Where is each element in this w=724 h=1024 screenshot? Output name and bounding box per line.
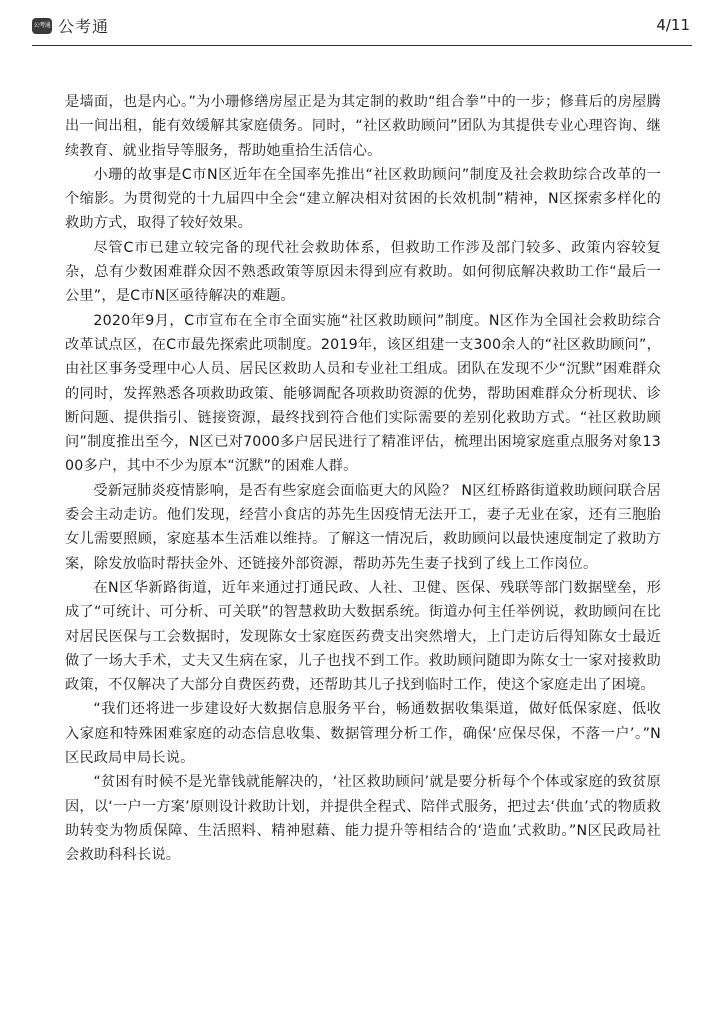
paragraph-2: 小珊的故事是C市N区近年在全国率先推出“社区救助顾问”制度及社会救助综合改革的一个缩影。为贯彻党的十九届四中全会“建立解决相对贫困的长效机制”精神，N区探索多样化的救助方式，取得了较好效果。: [65, 166, 661, 232]
logo-text: 公考通: [58, 17, 110, 36]
logo: [32, 14, 109, 37]
paragraph-7: “我们还将进一步建设好大数据信息服务平台，畅通数据收集渠道，做好低保家庭、低收入家庭和特殊困难家庭的动态信息收集、数据管理分析工作，确保‘应保尽保，不落一户’。”N区民政局申局长说。: [65, 701, 661, 767]
header-divider: [32, 45, 692, 46]
page-header: [32, 10, 692, 46]
paragraph-3: 尽管C市已建立较完备的现代社会救助体系，但救助工作涉及部门较多、政策内容较复杂，总有少数困难群众因不熟悉政策等原因未得到应有救助。如何彻底解决救助工作“最后一公里”，是C市N区亟待解决的难题。: [65, 239, 661, 305]
page-number: 4/11: [656, 16, 690, 34]
logo-badge-icon: 公考通: [32, 18, 52, 34]
paragraph-6: 在N区华新路街道，近年来通过打通民政、人社、卫健、医保、残联等部门数据壁垒，形成了“可统计、可分析、可关联”的智慧救助大数据系统。街道办何主任举例说，救助顾问在比对居民医保与工会数据时，发现陈女士家庭医药费支出突然增大，上门走访后得知陈女士最近做了一场大手术，丈夫又生病在家，儿子也找不到工作。救助顾问随即为陈女士一家对接救助政策，不仅解决了大部分自费医药费，还帮助其儿子找到临时工作，使这个家庭走出了困境。: [65, 579, 661, 694]
paragraph-5: 受新冠肺炎疫情影响，是否有些家庭会面临更大的风险？ N区红桥路街道救助顾问联合居委会主动走访。他们发现，经营小食店的苏先生因疫情无法开工，妻子无业在家，还有三胞胎女儿需要照顾，家庭基本生活难以维持。了解这一情况后，救助顾问以最快速度制定了救助方案，除发放临时帮扶金外、还链接外部资源，帮助苏先生妻子找到了线上工作岗位。: [65, 482, 661, 572]
paragraph-4: 2020年9月，C市宣布在全市全面实施“社区救助顾问”制度。N区作为全国社会救助综合改革试点区，在C市最先探索此项制度。2019年，该区组建一支300余人的“社区救助顾问”，由社区事务受理中心人员、居民区救助人员和专业社工组成。团队在发现不少“沉默”困难群众的同时，发挥熟悉各项救助政策、能够调配各项救助资源的优势，帮助困难群众分析现状、诊断问题、提供指引、链接资源，最终找到符合他们实际需要的差别化救助方式。“社区救助顾问”制度推出至今，N区已对7000多户居民进行了精准评估，梳理出困境家庭重点服务对象1300多户，其中不少为原本“沉默”的困难人群。: [65, 312, 661, 475]
paragraph-1: 是墙面，也是内心。”为小珊修缮房屋正是为其定制的救助“组合拳”中的一步；修葺后的房屋腾出一间出租，能有效缓解其家庭债务。同时，“社区救助顾问”团队为其提供专业心理咨询、继续教育、就业指导等服务，帮助她重拾生活信心。: [65, 94, 661, 159]
paragraph-8: “贫困有时候不是光靠钱就能解决的，‘社区救助顾问’就是要分析每个个体或家庭的致贫原因，以‘一户一方案’原则设计救助计划，并提供全程式、陪伴式服务，把过去‘供血’式的物质救助转变为物质保障、生活照料、精神慰藉、能力提升等相结合的‘造血’式救助。”N区民政局社会救助科科长说。: [65, 774, 661, 864]
document-body: [65, 90, 661, 868]
